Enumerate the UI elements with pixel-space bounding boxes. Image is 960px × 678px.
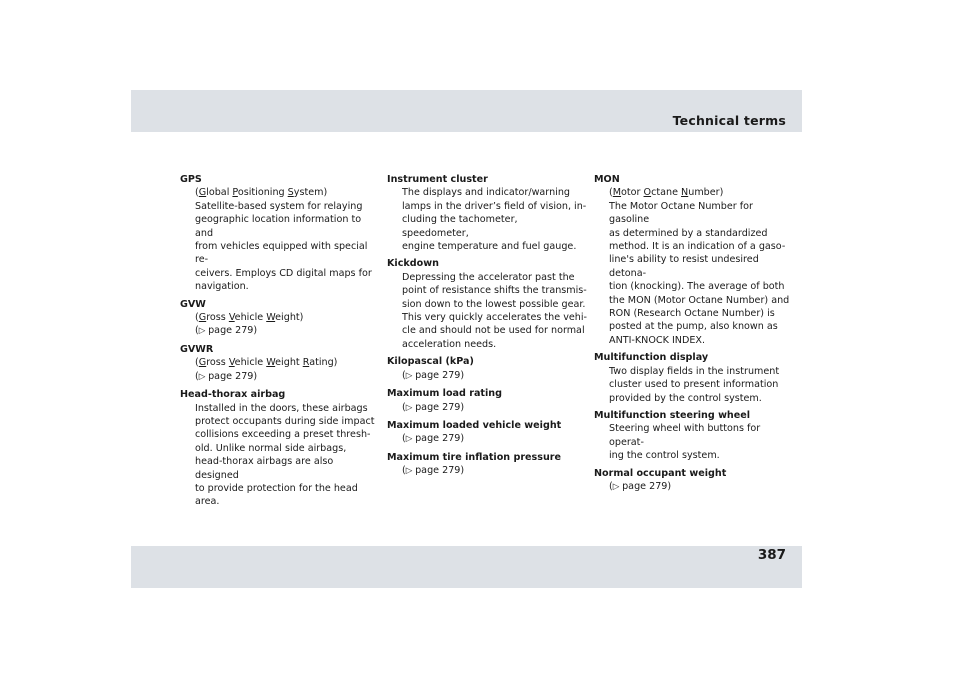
page-reference[interactable]: (▷ page 279) [402, 369, 465, 381]
glossary-term: MON [594, 174, 620, 185]
expansion-text: ositioning [237, 187, 288, 199]
glossary-entry [387, 173, 587, 253]
glossary-entry [387, 419, 587, 447]
glossary-column-2 [387, 173, 587, 483]
glossary-definition: Two display fields in the instrument cluster used to present information provided by the control system. [609, 365, 780, 404]
acronym-letter: N [681, 187, 689, 199]
glossary-entry [594, 173, 794, 347]
expansion-text: ctane [651, 187, 682, 199]
page-reference[interactable]: (▷ page 279) [195, 325, 258, 337]
page-ref-arrow-icon: ▷ [198, 371, 209, 382]
acronym-letter: G [198, 312, 207, 324]
page-ref-arrow-icon: ▷ [405, 466, 416, 477]
expansion-text: ehicle [234, 312, 267, 324]
page-ref-arrow-icon: ▷ [405, 434, 416, 445]
glossary-term: Maximum loaded vehicle weight [387, 419, 562, 431]
acronym-letter: G [198, 187, 207, 199]
acronym-letter: V [228, 357, 235, 369]
glossary-term: Maximum load rating [387, 388, 502, 400]
acronym-letter: P [232, 187, 238, 199]
page-ref-arrow-icon: ▷ [612, 481, 623, 492]
glossary-term: Kickdown [387, 258, 439, 270]
acronym-expansion [594, 186, 794, 199]
acronym-letter: G [198, 357, 207, 369]
glossary-term: Multifunction steering wheel [594, 409, 751, 421]
expansion-text: eight [275, 357, 303, 369]
acronym-letter: W [266, 357, 276, 369]
glossary-column-3 [594, 173, 794, 498]
glossary-entry [180, 173, 380, 294]
glossary-term: Normal occupant weight [594, 467, 727, 479]
glossary-entry [180, 343, 380, 384]
expansion-text: ystem) [293, 187, 328, 199]
acronym-letter: S [287, 187, 294, 199]
page-ref-arrow-icon: ▷ [198, 326, 209, 337]
glossary-column-1 [180, 173, 380, 513]
expansion-text: ating) [309, 357, 338, 369]
glossary-definition: Depressing the accelerator past the point of resistance shifts the transmis- sion down to the lowest possible gear. This very quickly accelerates the vehi- cle and should not be used for normal acceleration needs. [402, 271, 587, 350]
glossary-term: Maximum tire inflation pressure [387, 451, 562, 463]
glossary-term: GPS [180, 174, 202, 185]
glossary-definition: The Motor Octane Number for gasoline as determined by a standardized method. It is an indication of a gaso- line's ability to resist undesired detona- tion (knocking). The average of both the MON (Motor Octane Number) and RON (Research Octane Number) is posted at the pump, also known as ANTI-KNOCK INDEX. [609, 200, 790, 346]
expansion-text: ehicle [234, 357, 267, 369]
acronym-letter: V [228, 312, 235, 324]
expansion-text: umber) [688, 187, 724, 199]
glossary-definition: Steering wheel with buttons for operat- ing the control system. [609, 423, 761, 462]
acronym-letter: W [266, 312, 276, 324]
page-reference[interactable]: (▷ page 279) [402, 465, 465, 477]
page-reference-text: page 279 [415, 369, 461, 381]
expansion-text: eight) [275, 312, 304, 324]
glossary-entry [180, 388, 380, 509]
glossary-term: GVW [180, 298, 206, 310]
page-reference-text: page 279 [208, 370, 254, 382]
glossary-term: Kilopascal (kPa) [387, 356, 474, 368]
header-band [131, 90, 802, 132]
glossary-entry [387, 387, 587, 415]
page-number: 387 [757, 547, 786, 563]
acronym-letter: O [643, 187, 652, 199]
glossary-entry [387, 451, 587, 479]
expansion-text: otor [621, 187, 644, 199]
acronym-expansion [180, 356, 380, 369]
expansion-text: ross [206, 312, 229, 324]
footer-band [131, 546, 802, 588]
page-reference[interactable]: (▷ page 279) [195, 370, 258, 382]
page-reference-text: page 279 [415, 433, 461, 445]
glossary-term: GVWR [180, 343, 214, 355]
expansion-text: ross [206, 357, 229, 369]
glossary-entry [594, 467, 794, 495]
acronym-letter: M [612, 187, 622, 199]
expansion-text: ( [195, 357, 199, 369]
glossary-term: Head-thorax airbag [180, 389, 286, 401]
expansion-text: ( [195, 312, 199, 324]
expansion-text: ( [609, 187, 613, 199]
page-reference[interactable]: (▷ page 279) [402, 401, 465, 413]
expansion-text: lobal [206, 187, 233, 199]
glossary-definition: Installed in the doors, these airbags protect occupants during side impact collisions exceeding a preset thresh- old. Unlike normal side airbags, head-thorax airbags are also designed to provide protection for the head area. [195, 402, 375, 508]
page-reference[interactable]: (▷ page 279) [609, 480, 672, 492]
glossary-term: Multifunction display [594, 352, 709, 364]
glossary-entry [387, 257, 587, 351]
page-reference-text: page 279 [622, 480, 668, 492]
glossary-entry [594, 409, 794, 463]
page-reference-text: page 279 [415, 401, 461, 413]
page-ref-arrow-icon: ▷ [405, 370, 416, 381]
glossary-term: Instrument cluster [387, 174, 488, 185]
page-reference[interactable]: (▷ page 279) [402, 433, 465, 445]
page-ref-arrow-icon: ▷ [405, 402, 416, 413]
acronym-expansion [180, 311, 380, 324]
acronym-expansion [180, 186, 380, 199]
glossary-definition: Satellite-based system for relaying geographic location information to and from vehicles equipped with special re- ceivers. Employs CD digital maps for navigation. [195, 200, 372, 293]
glossary-entry [594, 351, 794, 405]
glossary-entry [387, 355, 587, 383]
acronym-letter: R [302, 357, 310, 369]
page-reference-text: page 279 [415, 465, 461, 477]
expansion-text: ( [195, 187, 199, 199]
section-title: Technical terms [672, 113, 786, 128]
glossary-definition: The displays and indicator/warning lamps in the driver’s field of vision, in- cluding the tachometer, speedometer, engine temperature and fuel gauge. [402, 187, 587, 253]
glossary-entry [180, 298, 380, 339]
page-reference-text: page 279 [208, 325, 254, 337]
